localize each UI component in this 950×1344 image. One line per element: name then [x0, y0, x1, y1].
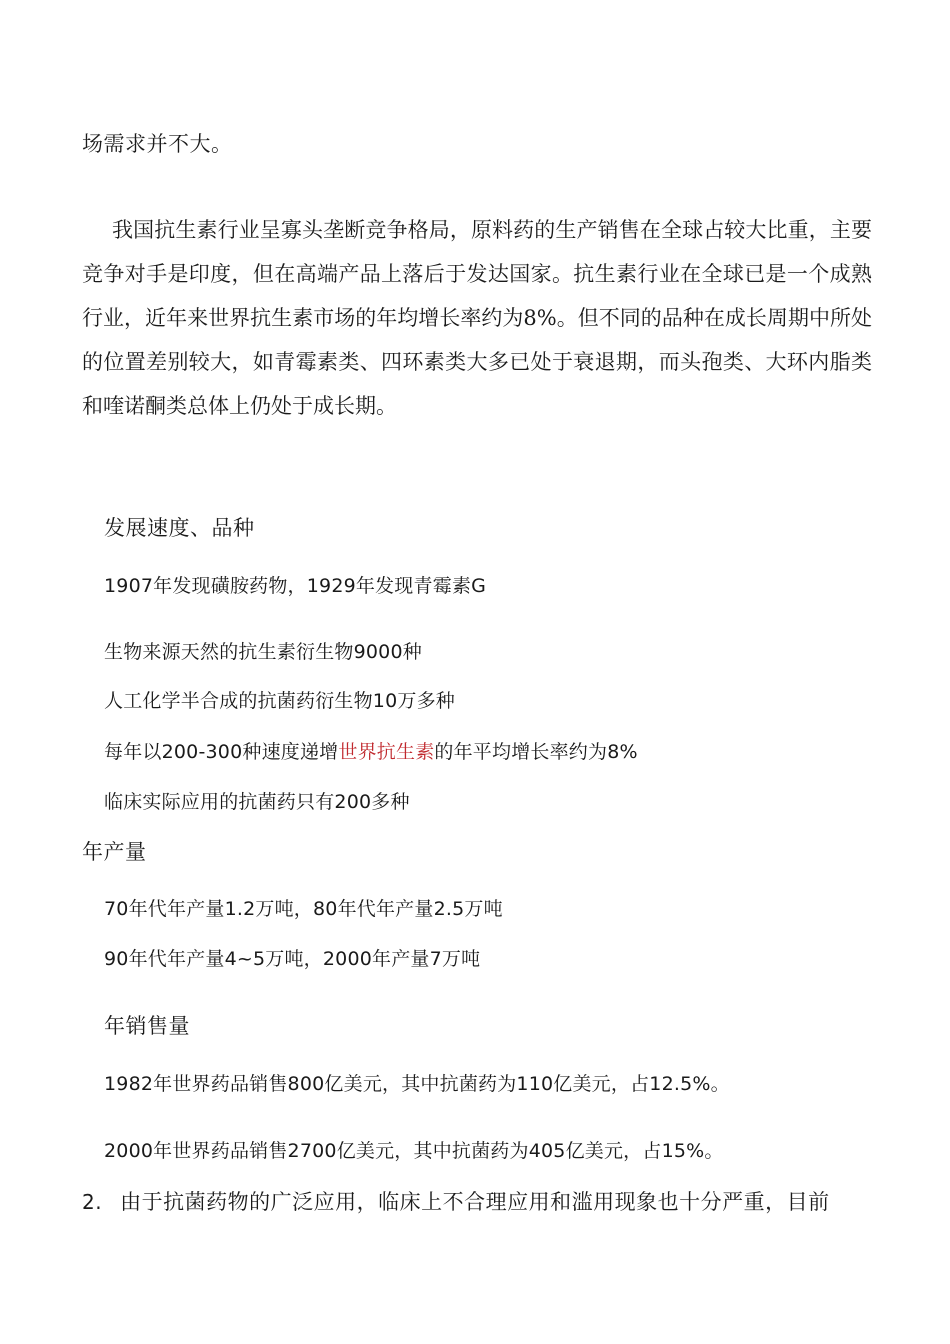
- output-line-1: 70年代年产量1.2万吨，80年代年产量2.5万吨: [104, 898, 503, 920]
- annual-sales-heading: 年销售量: [104, 1014, 190, 1038]
- sales-1982-line: 1982年世界药品销售800亿美元，其中抗菌药为110亿美元，占12.5%。: [104, 1073, 730, 1095]
- annual-output-heading: 年产量: [82, 840, 147, 864]
- intro-tail-line: 场需求并不大。: [82, 132, 233, 156]
- sales-2000-line: 2000年世界药品销售2700亿美元，其中抗菌药为405亿美元，占15%。: [104, 1140, 724, 1162]
- natural-derivatives-line: 生物来源天然的抗生素衍生物9000种: [104, 641, 422, 663]
- list-item-2-text: 由于抗菌药物的广泛应用，临床上不合理应用和滥用现象也十分严重，目前: [120, 1190, 830, 1214]
- clinical-use-line: 临床实际应用的抗菌药只有200多种: [104, 791, 410, 813]
- growth-rate-suffix: 的年平均增长率约为8%: [434, 741, 638, 763]
- list-item-2-number: 2.: [82, 1190, 103, 1214]
- output-line-2: 90年代年产量4~5万吨，2000年产量7万吨: [104, 948, 481, 970]
- growth-rate-line: [104, 737, 638, 764]
- growth-rate-prefix: 每年以200-300种速度递增: [104, 741, 339, 763]
- world-antibiotics-highlight: 世界抗生素: [338, 741, 435, 763]
- synthetic-derivatives-line: 人工化学半合成的抗菌药衍生物10万多种: [104, 690, 455, 712]
- speed-variety-heading: 发展速度、品种: [104, 516, 255, 540]
- industry-paragraph: 我国抗生素行业呈寡头垄断竞争格局，原料药的生产销售在全球占较大比重，主要竞争对手是印度，但在高端产品上落后于发达国家。抗生素行业在全球已是一个成熟行业，近年来世界抗生素市场的年均增长率约为8%。但不同的品种在成长周期中所处的位置差别较大，如青霉素类、四环素类大多已处于衰退期，而头孢类、大环内脂类和喹诺酮类总体上仍处于成长期。: [82, 218, 872, 418]
- discovery-line: 1907年发现磺胺药物，1929年发现青霉素G: [104, 575, 487, 597]
- list-item-2: [82, 1186, 830, 1216]
